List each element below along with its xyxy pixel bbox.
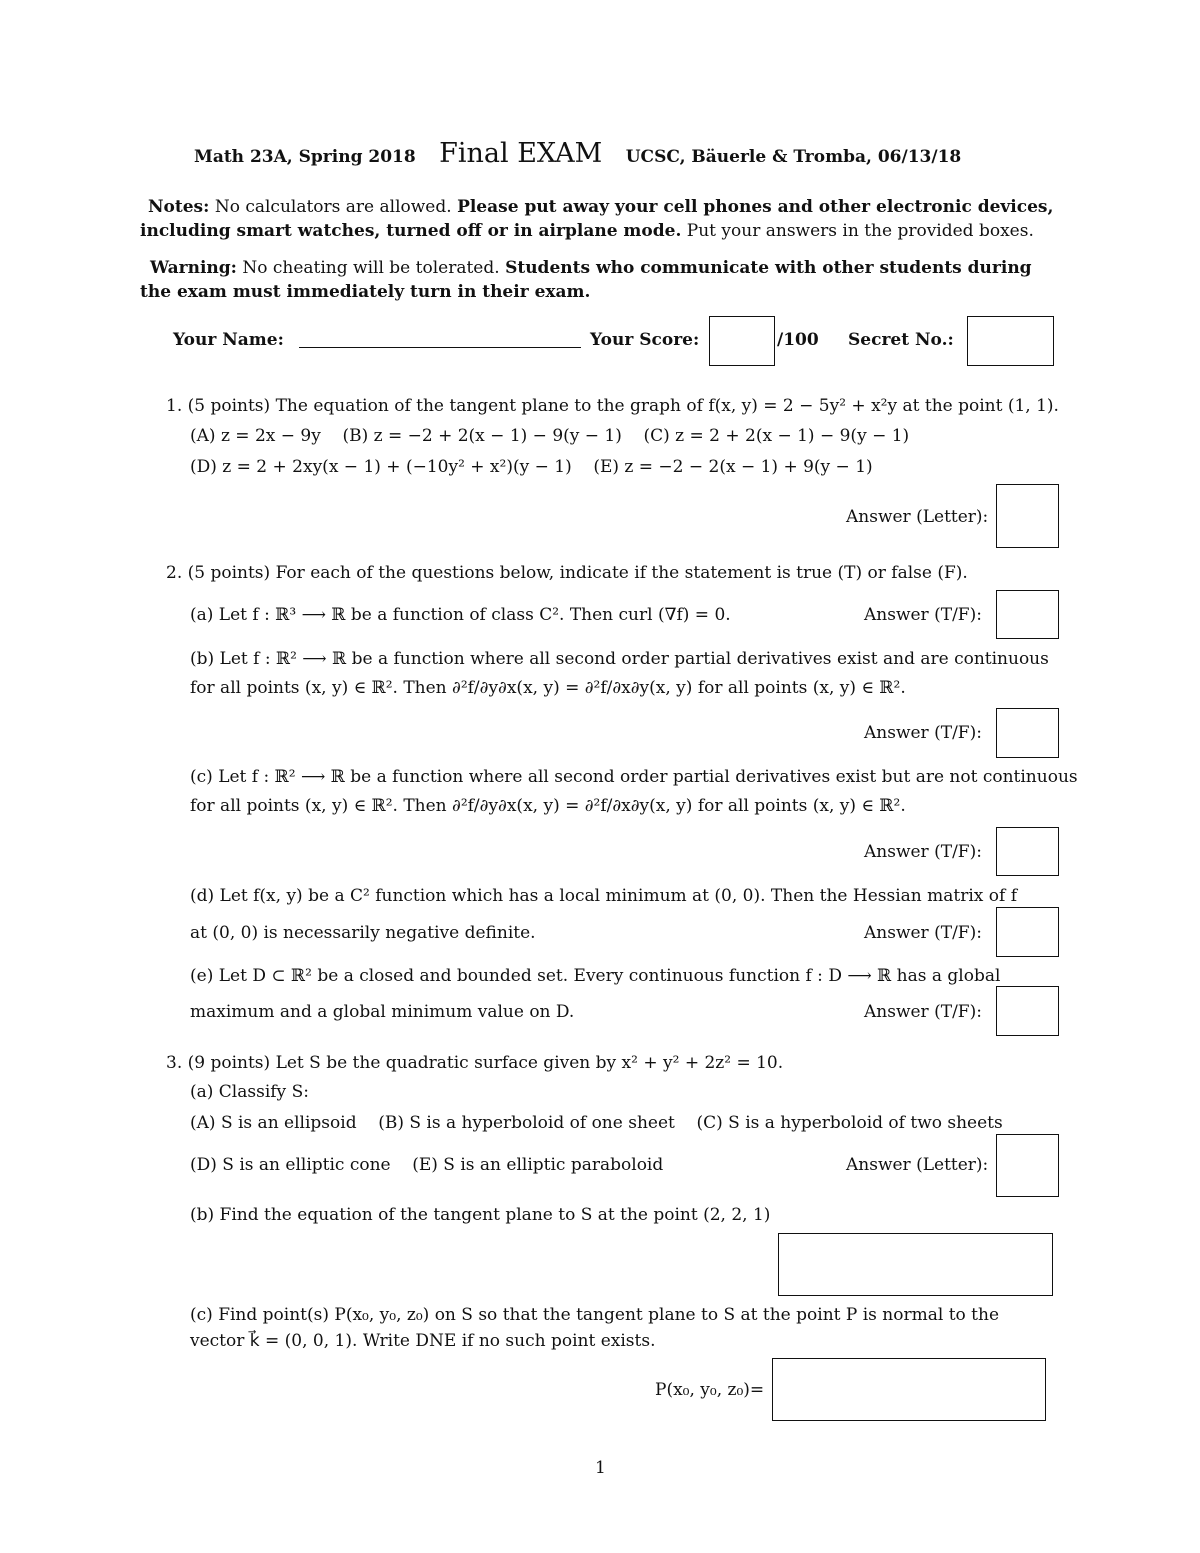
course-label: Math 23A, Spring 2018	[194, 147, 416, 167]
score-label: Your Score:	[590, 330, 700, 350]
q2d-answer-box[interactable]	[996, 907, 1059, 957]
q1-answer-box[interactable]	[996, 484, 1059, 548]
score-total: /100	[777, 330, 819, 350]
q2-text: 2. (5 points) For each of the questions below, indicate if the statement is true (T) or false (F).	[166, 563, 968, 583]
q3c-text-2: vector k⃗ = (0, 0, 1). Write DNE if no such point exists.	[190, 1331, 656, 1351]
q2c-answer-label: Answer (T/F):	[864, 842, 982, 862]
notes-line-1	[148, 196, 1053, 218]
q2c-text-2: for all points (x, y) ∈ ℝ². Then ∂²f/∂y∂x(x, y) = ∂²f/∂x∂y(x, y) for all points (x, y) ∈ ℝ².	[190, 796, 906, 816]
notes-text-plain-2: Put your answers in the provided boxes.	[686, 221, 1034, 241]
q3a-options-2: (D) S is an elliptic cone (E) S is an elliptic paraboloid	[190, 1155, 664, 1175]
notes-text-bold-2: including smart watches, turned off or in airplane mode.	[140, 221, 682, 241]
q2e-answer-box[interactable]	[996, 986, 1059, 1036]
q2b-text-2: for all points (x, y) ∈ ℝ². Then ∂²f/∂y∂x(x, y) = ∂²f/∂x∂y(x, y) for all points (x, y) ∈ ℝ².	[190, 678, 906, 698]
q3c-point-label: P(x₀, y₀, z₀)=	[655, 1380, 765, 1400]
q2b-answer-box[interactable]	[996, 708, 1059, 758]
exam-header	[194, 138, 961, 173]
score-box[interactable]	[709, 316, 775, 366]
q2e-text-1: (e) Let D ⊂ ℝ² be a closed and bounded set. Every continuous function f : D ⟶ ℝ has a global	[190, 966, 1001, 986]
q1-answer-label: Answer (Letter):	[846, 507, 989, 527]
q3a-answer-box[interactable]	[996, 1134, 1059, 1197]
q2a-answer-label: Answer (T/F):	[864, 605, 982, 625]
notes-text-bold: Please put away your cell phones and other electronic devices,	[457, 197, 1054, 217]
page-number: 1	[595, 1458, 606, 1478]
q3c-text-1: (c) Find point(s) P(x₀, y₀, z₀) on S so that the tangent plane to S at the point P is normal to the	[190, 1305, 1000, 1325]
warning-line-1	[150, 257, 1032, 279]
q2a-text: (a) Let f : ℝ³ ⟶ ℝ be a function of class C². Then curl (∇f) = 0.	[190, 605, 731, 625]
page-title: Final EXAM	[439, 138, 603, 169]
notes-line-2	[140, 220, 1034, 242]
q3a-options-1: (A) S is an ellipsoid (B) S is a hyperboloid of one sheet (C) S is a hyperboloid of two sheets	[190, 1113, 1003, 1133]
q2d-text-2: at (0, 0) is necessarily negative definite.	[190, 923, 536, 943]
q2e-answer-label: Answer (T/F):	[864, 1002, 982, 1022]
warning-text-bold: Students who communicate with other students during	[505, 258, 1032, 278]
q2b-answer-label: Answer (T/F):	[864, 723, 982, 743]
secret-label: Secret No.:	[848, 330, 954, 350]
q1-text: 1. (5 points) The equation of the tangent plane to the graph of f(x, y) = 2 − 5y² + x²y at the point (1, 1).	[166, 396, 1059, 416]
q3b-text: (b) Find the equation of the tangent plane to S at the point (2, 2, 1)	[190, 1205, 771, 1225]
q3a-answer-label: Answer (Letter):	[846, 1155, 989, 1175]
notes-label: Notes:	[148, 197, 210, 217]
notes-text-plain: No calculators are allowed.	[214, 197, 452, 217]
q1-options-1: (A) z = 2x − 9y (B) z = −2 + 2(x − 1) − 9(y − 1) (C) z = 2 + 2(x − 1) − 9(y − 1)	[190, 426, 910, 446]
q1-options-2: (D) z = 2 + 2xy(x − 1) + (−10y² + x²)(y − 1) (E) z = −2 − 2(x − 1) + 9(y − 1)	[190, 457, 873, 477]
q3-text: 3. (9 points) Let S be the quadratic surface given by x² + y² + 2z² = 10.	[166, 1053, 784, 1073]
course-info: UCSC, Bäuerle & Tromba, 06/13/18	[625, 147, 962, 167]
q2d-answer-label: Answer (T/F):	[864, 923, 982, 943]
q3b-answer-box[interactable]	[778, 1233, 1053, 1296]
secret-number-box[interactable]	[967, 316, 1054, 366]
q2a-answer-box[interactable]	[996, 590, 1059, 639]
name-field[interactable]	[299, 328, 581, 348]
q2e-text-2: maximum and a global minimum value on D.	[190, 1002, 575, 1022]
q2c-text-1: (c) Let f : ℝ² ⟶ ℝ be a function where all second order partial derivatives exist but are not continuous	[190, 767, 1078, 787]
warning-text-plain: No cheating will be tolerated.	[242, 258, 500, 278]
q3c-answer-box[interactable]	[772, 1358, 1046, 1421]
warning-label: Warning:	[150, 258, 237, 278]
q3a-label: (a) Classify S:	[190, 1082, 309, 1102]
name-label: Your Name:	[173, 330, 284, 350]
q2d-text-1: (d) Let f(x, y) be a C² function which has a local minimum at (0, 0). Then the Hessian matrix of f	[190, 886, 1017, 906]
q2b-text-1: (b) Let f : ℝ² ⟶ ℝ be a function where all second order partial derivatives exist and are continuous	[190, 649, 1049, 669]
q2c-answer-box[interactable]	[996, 827, 1059, 876]
warning-line-2: the exam must immediately turn in their exam.	[140, 282, 591, 302]
